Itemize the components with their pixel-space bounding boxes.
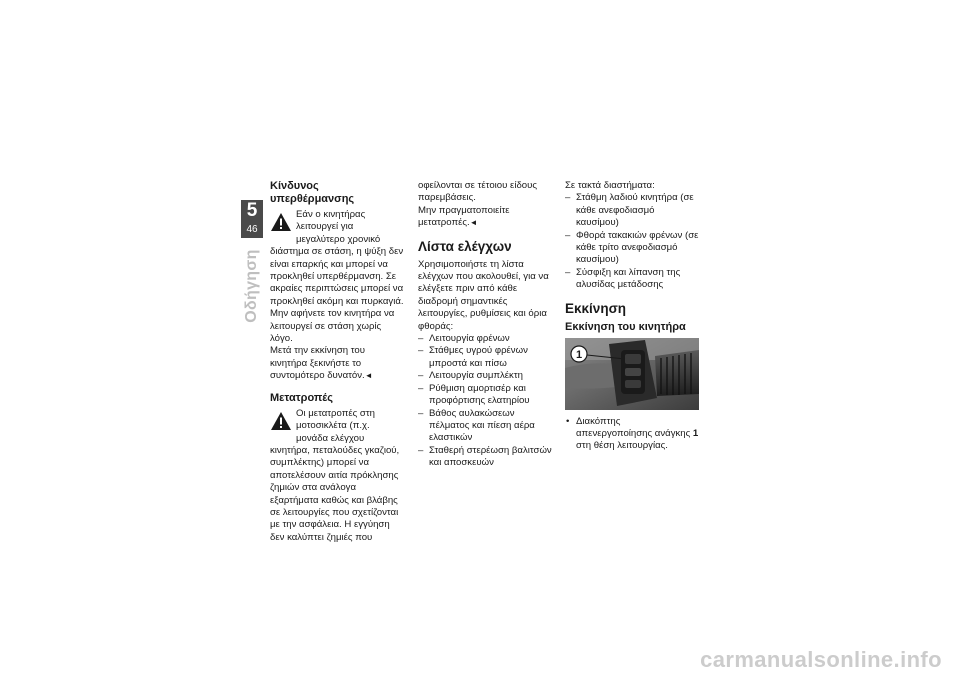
start-steps	[565, 416, 699, 453]
heading-checklist: Λίστα ελέγχων	[418, 238, 512, 254]
warning-triangle-icon	[270, 411, 292, 431]
modifications-continued: οφείλονται σε τέτοιου είδους παρεμβάσεις.	[418, 180, 537, 204]
chapter-title-vertical: Οδήγηση	[243, 249, 260, 323]
overheat-text: Εάν ο κινητήρας λειτουργεί για μεγαλύτερο χρονικό διάστημα σε στάση, η ψύξη δεν είναι επαρκής και μπορεί να προκληθεί υπερθέρμανση. Σε ακραίες περιπτώσεις μπορεί να προκληθεί ακόμη και πυρκαγιά.	[270, 209, 404, 307]
list-item: – Λειτουργία συμπλέκτη	[418, 370, 523, 382]
list-item: – Στάθμες υγρού φρένων μπροστά και πίσω	[418, 345, 528, 369]
heading-modifications: Μετατροπές	[270, 391, 333, 404]
list-item: – Λειτουργία φρένων	[418, 333, 510, 345]
modifications-advice-text: Μην πραγματοποιείτε μετατροπές.	[418, 204, 510, 229]
column-2	[418, 180, 552, 470]
column-1	[270, 180, 404, 544]
modifications-advice	[418, 205, 552, 230]
checklist-intro: Χρησιμοποιήστε τη λίστα ελέγχων που ακολουθεί, για να ελέγξετε πριν από κάθε διαδρομή σημαντικές λειτουργίες, ρυθμίσεις και όρια φθοράς:	[418, 258, 549, 332]
column-3	[565, 180, 699, 453]
heading-start-engine: Εκκίνηση του κινητήρα	[565, 320, 686, 333]
intervals-intro: Σε τακτά διαστήματα:	[565, 180, 655, 191]
warning-triangle-icon	[270, 212, 292, 232]
checklist-list	[418, 333, 552, 469]
list-item: – Ρύθμιση αμορτισέρ και προφόρτισης ελατηρίου	[418, 382, 530, 407]
list-item: – Φθορά τακακιών φρένων (σε κάθε τρίτο ανεφοδιασμό καυσίμου)	[565, 229, 699, 266]
photo-callout-label: 1	[575, 348, 583, 361]
list-item: • Διακόπτης απενεργοποίησης ανάγκης 1 στη θέση λειτουργίας.	[566, 415, 699, 452]
intervals-list	[565, 192, 699, 291]
end-marker: ◄	[364, 371, 373, 381]
warning-modifications	[270, 408, 404, 544]
chapter-number: 5	[246, 200, 258, 221]
watermark: carmanualsonline.info	[700, 647, 942, 672]
list-item: – Στάθμη λαδιού κινητήρα (σε κάθε ανεφοδιασμό καυσίμου)	[565, 192, 694, 229]
page-number: 46	[246, 224, 258, 235]
modifications-text: Οι μετατροπές στη μοτοσικλέτα (π.χ. μονάδα ελέγχου κινητήρα, πεταλούδες γκαζιού, συμπλέκτης) μπορεί να αποτελέσουν αιτία πρόκλησης ζημιών στα ανάλογα εξαρτήματα καθώς και βλάβης σε λειτουργίες που σχετίζονται με την ασφάλεια. Η εγγύηση δεν καλύπτει ζημιές που	[270, 407, 400, 543]
handlebar-switch-photo	[565, 338, 699, 410]
list-item: – Σύσφιξη και λίπανση της αλυσίδας μετάδοσης	[565, 266, 681, 291]
end-marker: ◄	[469, 218, 478, 228]
overheat-advice-2-text: Μετά την εκκίνηση του κινητήρα ξεκινήστε το συντομότερο δυνατόν.	[270, 345, 366, 382]
list-item: – Σταθερή στερέωση βαλιτσών και αποσκευών	[418, 444, 552, 469]
overheat-advice-2	[270, 345, 404, 382]
overheat-advice-1: Μην αφήνετε τον κινητήρα να λειτουργεί σε στάση χωρίς λόγο.	[270, 308, 395, 345]
warning-overheat	[270, 209, 404, 383]
list-item: – Βάθος αυλακώσεων πέλματος και πίεση αέρα ελαστικών	[418, 407, 535, 444]
heading-start: Εκκίνηση	[565, 300, 627, 316]
chapter-tab	[241, 200, 263, 238]
heading-overheat-risk: Κίνδυνος υπερθέρμανσης	[270, 180, 355, 205]
